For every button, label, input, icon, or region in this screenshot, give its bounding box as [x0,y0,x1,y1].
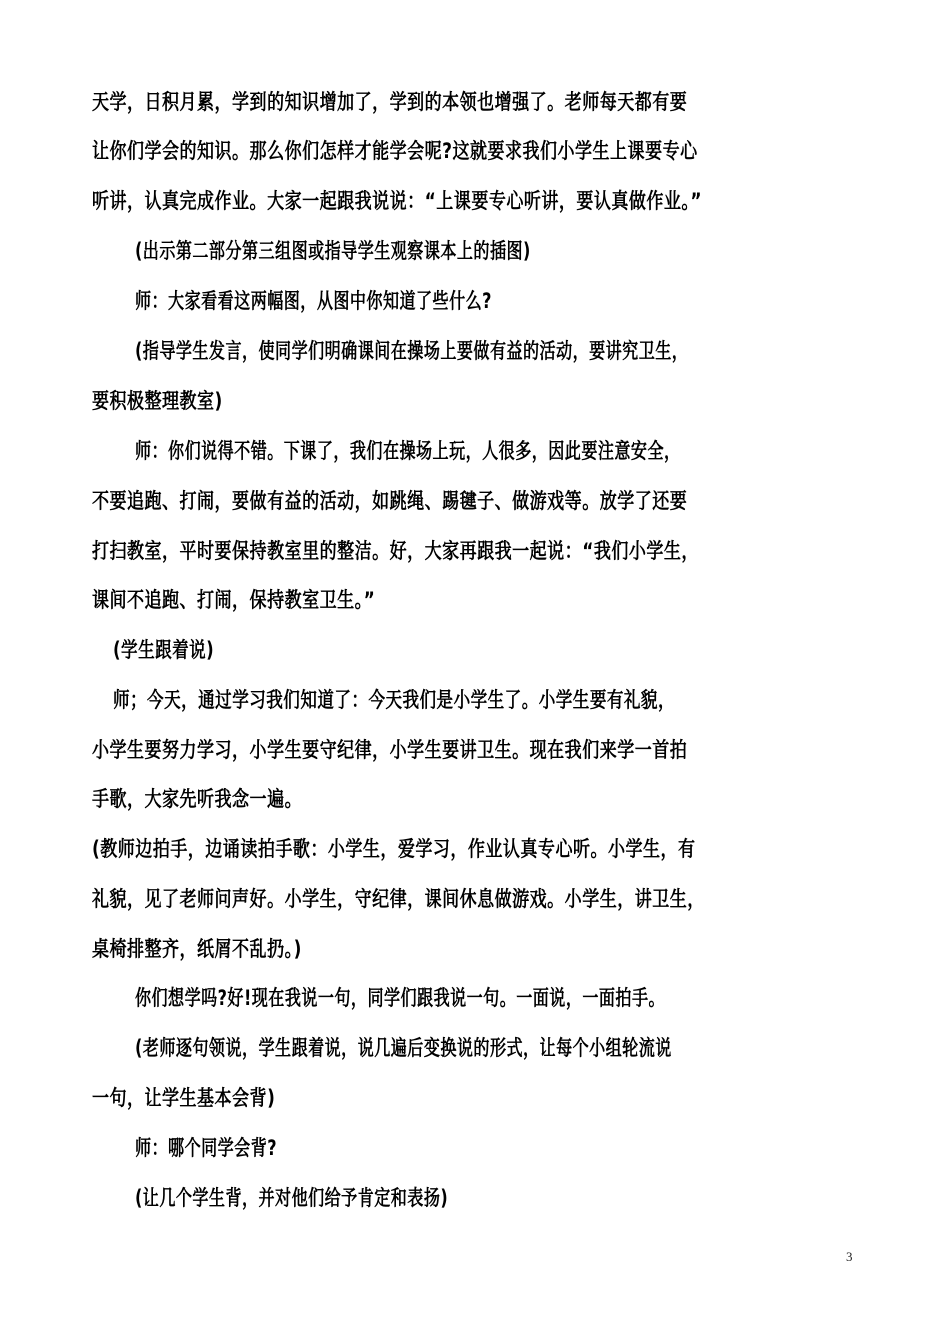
text-line: (指导学生发言，使同学们明确课间在操场上要做有益的活动，要讲究卫生， [135,339,689,363]
text-line: 礼貌，见了老师问声好。小学生，守纪律，课间休息做游戏。小学生，讲卫生， [92,887,705,911]
text-line: (教师边拍手，边诵读拍手歌：小学生，爱学习，作业认真专心听。小学生，有 [92,837,696,861]
text-line: 听讲，认真完成作业。大家一起跟我说说：“上课要专心听讲，要认真做作业。” [92,189,703,213]
text-line: 你们想学吗?好!现在我说一句，同学们跟我说一句。一面说，一面拍手。 [135,986,666,1010]
text-line: 课间不追跑、打闹，保持教室卫生。” [92,588,376,612]
text-line: 手歌，大家先听我念一遍。 [92,787,303,811]
text-line: (出示第二部分第三组图或指导学生观察课本上的插图) [135,239,531,263]
text-line: (让几个学生背，并对他们给予肯定和表扬) [135,1186,449,1210]
text-line: 不要追跑、打闹，要做有益的活动，如跳绳、踢毽子、做游戏等。放学了还要 [92,489,688,513]
text-line: 师：你们说得不错。下课了，我们在操场上玩，人很多，因此要注意安全， [135,439,681,463]
text-line: 打扫教室，平时要保持教室里的整洁。好，大家再跟我一起说：“我们小学生， [92,539,699,563]
text-line: 小学生要努力学习，小学生要守纪律，小学生要讲卫生。现在我们来学一首拍 [92,738,688,762]
text-line: 一句，让学生基本会背) [92,1086,276,1110]
text-line: (学生跟着说) [113,638,215,662]
text-line: 师；今天，通过学习我们知道了：今天我们是小学生了。小学生要有礼貌， [113,688,675,712]
text-line: 天学，日积月累，学到的知识增加了，学到的本领也增强了。老师每天都有要 [92,90,688,114]
page-number: 3 [846,1249,853,1264]
text-line: 让你们学会的知识。那么你们怎样才能学会呢?这就要求我们小学生上课要专心 [92,139,698,163]
text-line: 师：大家看看这两幅图，从图中你知道了些什么? [135,289,492,313]
text-line: 桌椅排整齐，纸屑不乱扔。) [92,937,302,961]
text-line: 要积极整理教室) [92,389,223,413]
text-line: (老师逐句领说，学生跟着说，说几遍后变换说的形式，让每个小组轮流说 [135,1036,672,1060]
text-line: 师：哪个同学会背? [135,1136,278,1160]
